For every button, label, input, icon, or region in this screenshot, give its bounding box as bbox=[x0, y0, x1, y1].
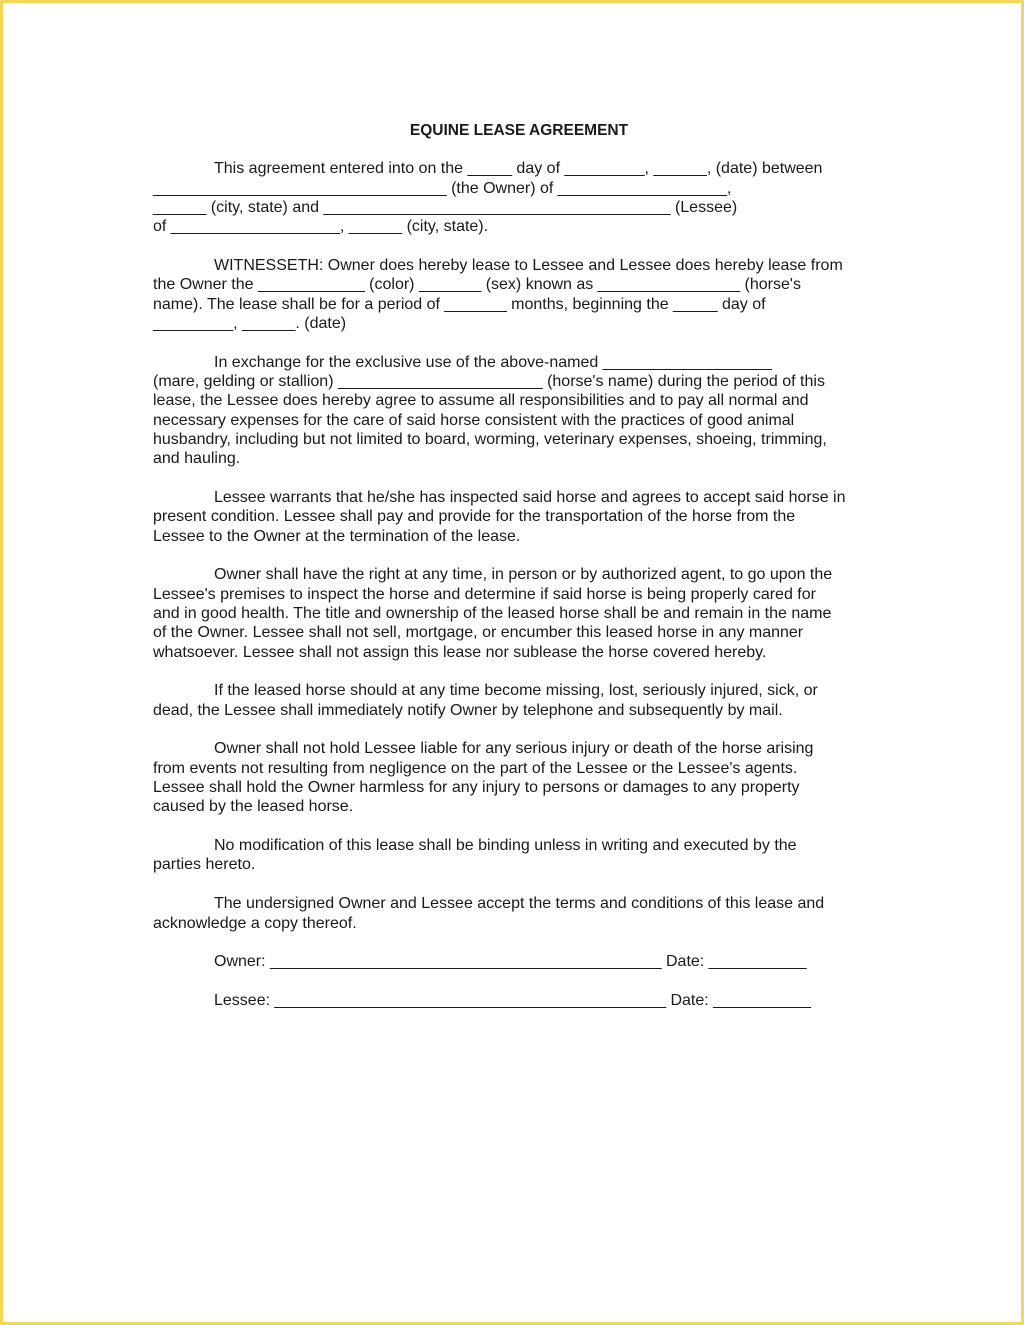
paragraph-line: name). The lease shall be for a period of _______ months, beginning the _____ day of bbox=[153, 295, 766, 313]
paragraph-line: Lessee's premises to inspect the horse and determine if said horse is being properly cared for bbox=[153, 585, 816, 603]
paragraph-line: ______ (city, state) and _______________________________________ (Lessee) bbox=[153, 198, 738, 216]
paragraph-line: of ___________________, ______ (city, state). bbox=[153, 218, 489, 236]
paragraph-line: In exchange for the exclusive use of the above-named ___________________ bbox=[214, 353, 772, 371]
paragraph-line: dead, the Lessee shall immediately notify Owner by telephone and subsequently by mail. bbox=[153, 701, 783, 719]
witnesseth-paragraph bbox=[153, 256, 877, 333]
document-title: EQUINE LEASE AGREEMENT bbox=[409, 122, 629, 139]
owner-signature-line: Owner: ____________________________________________ Date: ___________ bbox=[214, 952, 807, 970]
paragraph-line: of the Owner. Lessee shall not sell, mortgage, or encumber this leased horse in any manner bbox=[153, 624, 804, 642]
lessee-signature-line: Lessee: ____________________________________________ Date: ___________ bbox=[214, 991, 812, 1009]
paragraph-line: No modification of this lease shall be binding unless in writing and executed by the bbox=[214, 837, 797, 855]
warranty-paragraph bbox=[153, 488, 877, 546]
document-page bbox=[153, 121, 877, 1029]
paragraph-line: husbandry, including but not limited to board, worming, veterinary expenses, shoeing, trimming, bbox=[153, 430, 827, 448]
paragraph-line: whatsoever. Lessee shall not assign this lease nor sublease the horse covered hereby. bbox=[153, 643, 767, 661]
paragraph-line: from events not resulting from negligence on the part of the Lessee or the Lessee's agents. bbox=[153, 759, 798, 777]
paragraph-line: acknowledge a copy thereof. bbox=[153, 914, 357, 932]
paragraph-line: present condition. Lessee shall pay and provide for the transportation of the horse from the bbox=[153, 508, 796, 526]
paragraph-line: _________________________________ (the Owner) of ___________________, bbox=[153, 179, 732, 197]
paragraph-line: Owner shall have the right at any time, in person or by authorized agent, to go upon the bbox=[214, 566, 833, 584]
paragraph-line: and hauling. bbox=[153, 450, 241, 468]
paragraph-line: Owner shall not hold Lessee liable for any serious injury or death of the horse arising bbox=[214, 740, 814, 758]
acceptance-paragraph bbox=[153, 894, 877, 933]
liability-paragraph bbox=[153, 739, 877, 816]
paragraph-line: the Owner the ____________ (color) _______ (sex) known as ________________ (horse's bbox=[153, 276, 801, 294]
paragraph-line: The undersigned Owner and Lessee accept the terms and conditions of this lease and bbox=[214, 895, 825, 913]
paragraph-line: parties hereto. bbox=[153, 856, 256, 874]
paragraph-line: lease, the Lessee does hereby agree to assume all responsibilities and to pay all normal and bbox=[153, 392, 809, 410]
paragraph-line: This agreement entered into on the _____ day of _________, ______, (date) between bbox=[214, 160, 823, 178]
paragraph-line: caused by the leased horse. bbox=[153, 798, 354, 816]
exchange-paragraph bbox=[153, 353, 877, 469]
paragraph-line: Lessee to the Owner at the termination of the lease. bbox=[153, 527, 521, 545]
paragraph-line: and in good health. The title and ownership of the leased horse shall be and remain in the name bbox=[153, 604, 832, 622]
paragraph-line: (mare, gelding or stallion) _______________________ (horse's name) during the period of this bbox=[153, 372, 825, 390]
paragraph-line: necessary expenses for the care of said horse consistent with the practices of good animal bbox=[153, 411, 795, 429]
paragraph-line: Lessee warrants that he/she has inspected said horse and agrees to accept said horse in bbox=[214, 488, 846, 506]
paragraph-line: _________, ______. (date) bbox=[153, 314, 347, 332]
paragraph-line: If the leased horse should at any time become missing, lost, seriously injured, sick, or bbox=[214, 682, 818, 700]
agreement-paragraph bbox=[153, 159, 877, 236]
modification-paragraph bbox=[153, 836, 877, 875]
paragraph-line: Lessee shall hold the Owner harmless for any injury to persons or damages to any property bbox=[153, 779, 800, 797]
inspection-paragraph bbox=[153, 565, 877, 661]
paragraph-line: WITNESSETH: Owner does hereby lease to Lessee and Lessee does hereby lease from bbox=[214, 256, 843, 274]
notification-paragraph bbox=[153, 681, 877, 720]
